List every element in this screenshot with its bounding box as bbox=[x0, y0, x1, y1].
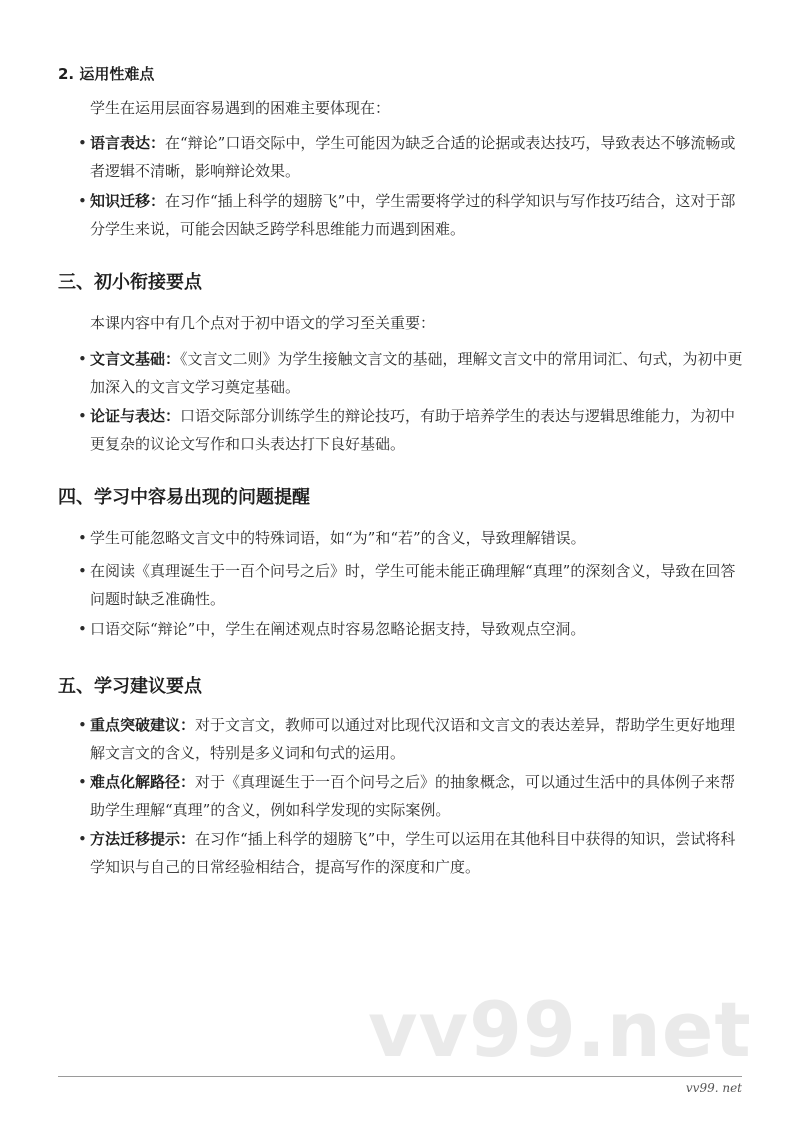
list-item-term: 语言表达： bbox=[90, 134, 166, 152]
list-item-term: 文言文基础： bbox=[90, 350, 181, 368]
bullet-dot-icon: • bbox=[78, 350, 87, 368]
bullet-dot-icon: • bbox=[78, 716, 87, 734]
footer-divider bbox=[58, 1076, 742, 1077]
section-heading-3: 三、初小衔接要点 bbox=[58, 272, 202, 293]
list-item-term: 方法迁移提示： bbox=[90, 830, 196, 848]
bullet-dot-icon: • bbox=[78, 562, 87, 580]
list-item-term: 难点化解路径： bbox=[90, 773, 196, 791]
watermark-logo: vv99.net bbox=[368, 985, 752, 1074]
bullet-dot-icon: • bbox=[78, 620, 87, 638]
list-item-text: 在阅读《真理诞生于一百个问号之后》时，学生可能未能正确理解“真理”的深刻含义，导致在回答问题时缺乏准确性。 bbox=[90, 562, 736, 608]
list-item-text: 在“辩论”口语交际中，学生可能因为缺乏合适的论据或表达技巧，导致表达不够流畅或者逻辑不清晰，影响辩论效果。 bbox=[90, 134, 736, 180]
list-item-text: 口语交际“辩论”中，学生在阐述观点时容易忽略论据支持，导致观点空洞。 bbox=[90, 620, 586, 638]
list-item bbox=[78, 129, 743, 185]
list-item bbox=[78, 187, 743, 243]
list-item bbox=[78, 768, 743, 824]
bullet-dot-icon: • bbox=[78, 192, 87, 210]
list-item bbox=[78, 615, 743, 643]
list-item-text: 《文言文二则》为学生接触文言文的基础，理解文言文中的常用词汇、句式，为初中更加深入的文言文学习奠定基础。 bbox=[90, 350, 743, 396]
bullet-dot-icon: • bbox=[78, 529, 87, 547]
list-item-text: 在习作“插上科学的翅膀飞”中，学生可以运用在其他科目中获得的知识，尝试将科学知识与自己的日常经验相结合，提高写作的深度和广度。 bbox=[90, 830, 736, 876]
list-item-term: 论证与表达： bbox=[90, 407, 181, 425]
bullet-dot-icon: • bbox=[78, 830, 87, 848]
list-item-text: 口语交际部分训练学生的辩论技巧，有助于培养学生的表达与逻辑思维能力，为初中更复杂的议论文写作和口头表达打下良好基础。 bbox=[90, 407, 736, 453]
bullet-dot-icon: • bbox=[78, 134, 87, 152]
bullet-dot-icon: • bbox=[78, 773, 87, 791]
list-item-term: 重点突破建议： bbox=[90, 716, 196, 734]
list-item bbox=[78, 557, 743, 613]
section-intro-3: 本课内容中有几个点对于初中语文的学习至关重要： bbox=[90, 314, 436, 332]
section-heading-4: 四、学习中容易出现的问题提醒 bbox=[58, 487, 310, 508]
list-item bbox=[78, 711, 743, 767]
list-item-text: 对于《真理诞生于一百个问号之后》的抽象概念，可以通过生活中的具体例子来帮助学生理解“真理”的含义，例如科学发现的实际案例。 bbox=[90, 773, 736, 819]
list-item-text: 学生可能忽略文言文中的特殊词语，如“为”和“若”的含义，导致理解错误。 bbox=[90, 529, 586, 547]
subsection-heading-2: 2. 运用性难点 bbox=[58, 65, 155, 83]
list-item bbox=[78, 825, 743, 881]
list-item bbox=[78, 402, 743, 458]
list-item-text: 在习作“插上科学的翅膀飞”中，学生需要将学过的科学知识与写作技巧结合，这对于部分学生来说，可能会因缺乏跨学科思维能力而遇到困难。 bbox=[90, 192, 736, 238]
bullet-dot-icon: • bbox=[78, 407, 87, 425]
list-item-text: 对于文言文，教师可以通过对比现代汉语和文言文的表达差异，帮助学生更好地理解文言文的含义，特别是多义词和句式的运用。 bbox=[90, 716, 736, 762]
subsection-intro-2: 学生在运用层面容易遇到的困难主要体现在： bbox=[90, 99, 391, 117]
footer-site-label: vv99. net bbox=[685, 1081, 742, 1095]
list-item bbox=[78, 345, 743, 401]
list-item bbox=[78, 524, 743, 552]
list-item-term: 知识迁移： bbox=[90, 192, 166, 210]
section-heading-5: 五、学习建议要点 bbox=[58, 676, 202, 697]
